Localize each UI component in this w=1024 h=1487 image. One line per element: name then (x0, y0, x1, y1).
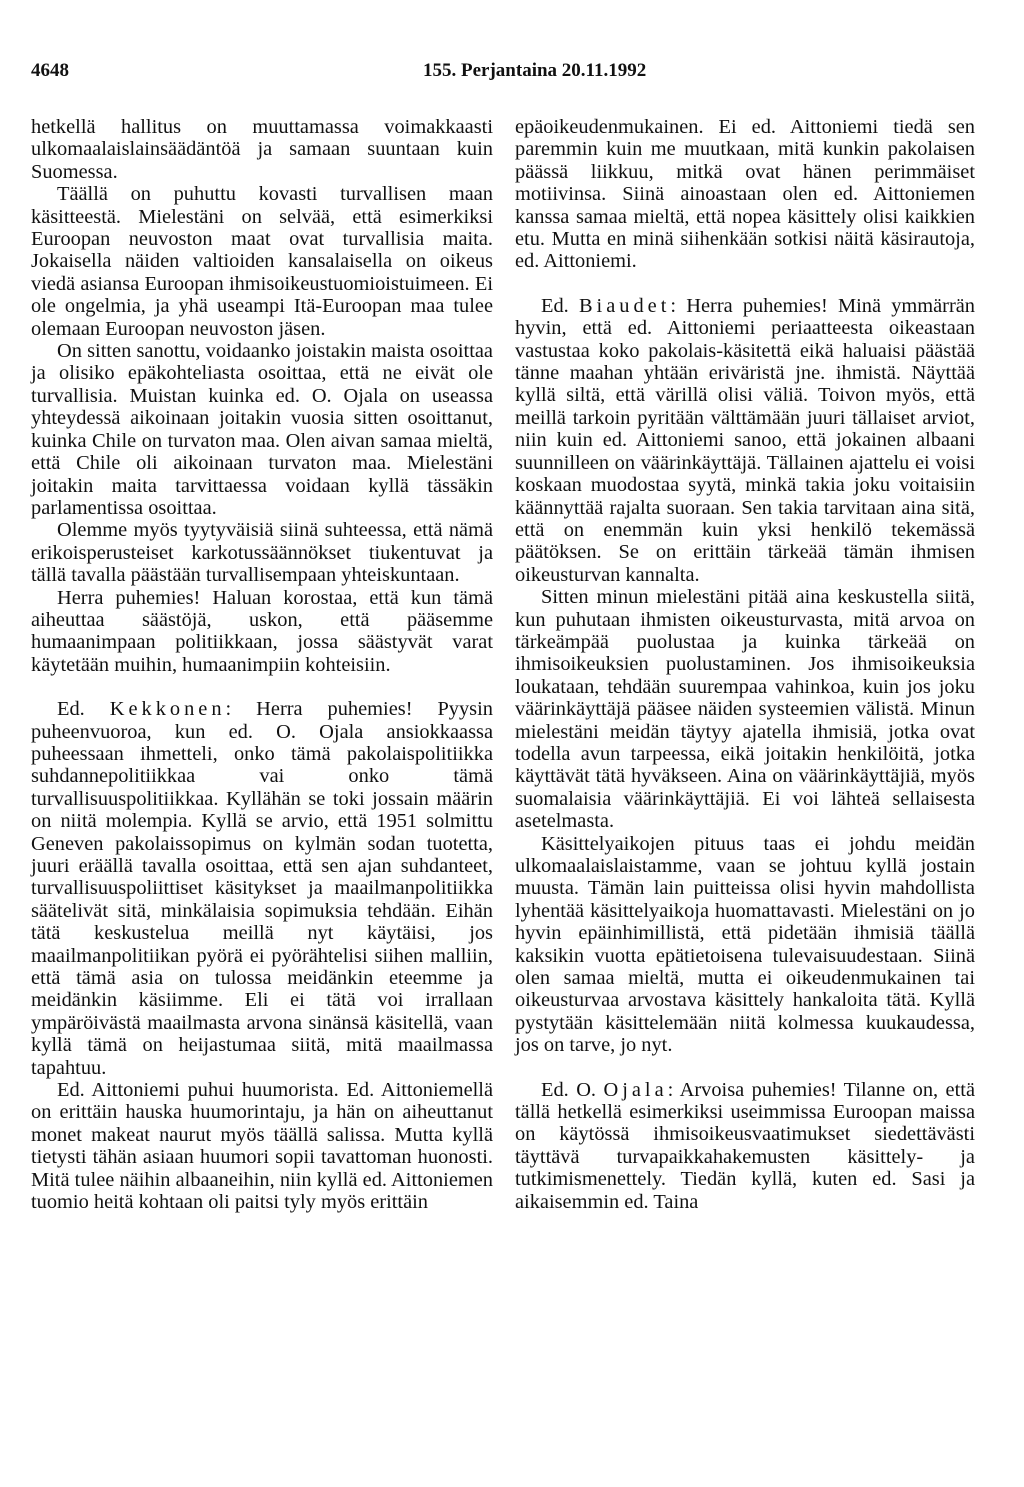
paragraph: On sitten sanottu, voidaanko joistakin maista osoittaa ja olisiko epäkohteliasta osoittaa, että ne eivät ole turvallisia. Muistan kuinka ed. O. Ojala on useassa yhteydessä aikoinaan joitakin vuosia sitten osoittanut, kuinka Chile on turvaton maa. Olen aivan samaa mieltä, että Chile oli aikoinaan turvaton maa. Mielestäni joitakin maita tarvittaessa voidaan kyllä tässäkin parlamentissa osoittaa. (31, 340, 493, 519)
speaker-name: Ojala (603, 1078, 668, 1101)
paragraph: Ed. Aittoniemi puhui huumorista. Ed. Aittoniemellä on erittäin hauska huumorintaju, ja hän on aiheuttanut monet makeat naurut myös täällä salissa. Mutta kyllä tietysti tähän asiaan huumori sopii tavattoman huonosti. Mitä tulee näihin albaaneihin, niin kyllä ed. Aittoniemen tuomio heitä kohtaan oli paitsi tyly myös erittäin (31, 1079, 493, 1214)
paragraph: Sitten minun mielestäni pitää aina keskustella siitä, kun puhutaan ihmisten oikeusturvasta, mitä arvoa on tärkeämpää puolustaa ja kuinka tärkeää on ihmisoikeuksien puolustaminen. Jos ihmisoikeuksia loukataan, tehdään suurempaa vahinkoa, kuin jos joku väärinkäyttäjä pääsee näiden systeemien välistä. Minun mielestäni meidän täytyy ajatella ihmisiä, jotka ovat todella avun tarpeessa, eikä joitakin henkilöitä, jotka käyttävät tätä hyväkseen. Aina on väärinkäyttäjiä, myös suomalaisia väärinkäyttäjiä. Ei voi lähteä sellaisesta asetelmasta. (515, 586, 975, 833)
paragraph: epäoikeudenmukainen. Ei ed. Aittoniemi tiedä sen paremmin kuin me muutkaan, mitä kunkin pakolaisen päässä liikkuu, mitkä ovat hänen perimmäiset motiivinsa. Siinä ainoastaan olen ed. Aittoniemen kanssa samaa mieltä, että nopea käsittely olisi kaikkien etu. Mutta en minä siihenkään sotkisi näitä käsirautoja, ed. Aittoniemi. (515, 116, 975, 273)
session-date: 155. Perjantaina 20.11.1992 (423, 60, 647, 81)
speech-biaudet (515, 295, 975, 586)
page-number: 4648 (31, 60, 69, 81)
speaker-prefix: Ed. (541, 294, 579, 317)
paragraph: Täällä on puhuttu kovasti turvallisen maan käsitteestä. Mielestäni on selvää, että esimerkiksi Euroopan neuvoston maat ovat turvallisia maita. Jokaisella näiden valtioiden kansalaisella on oikeus viedä asiansa Euroopan ihmisoikeustuomioistuimeen. Ei ole ongelmia, ja yhä useampi Itä-Euroopan maa tulee olemaan Euroopan neuvoston jäsen. (31, 183, 493, 340)
speech-text: : Arvoisa puhemies! Tilanne on, että tällä hetkellä esimerkiksi useimmissa Euroopan maissa on käytössä ihmisoikeusvaatimukset siedettävästi täyttävä turvapaikkahakemusten käsittely- ja tutkimismenettely. Tiedän kyllä, kuten ed. Sasi ja aikaisemmin ed. Taina (515, 1078, 975, 1213)
speech-text: : Herra puhemies! Pyysin puheenvuoroa, kun ed. O. Ojala ansiokkaassa puheessaan ihmetteli, onko tämä pakolaispolitiikka suhdannepolitiikkaa vai onko tämä turvallisuuspolitiikkaa. Kyllähän se toki jossain määrin on niitä molempia. Kyllä se arvio, että 1951 solmittu Geneven pakolaissopimus on kylmän sodan tuotetta, juuri eräällä tavalla osoittaa, että sen ajan suhdanteet, turvallisuuspoliittiset käsitykset ja maailmanpolitiikka säätelivät sitä, minkälaisia sopimuksia tehdään. Eihän tätä keskustelua meillä nyt käytäisi, jos maailmanpolitiikan pyörä ei pyörähtelisi siihen malliin, että tämä asia on tulossa meidänkin eteemme ja meidänkin käsiimme. Eli ei tätä voi irrallaan ympäröivästä maailmasta arvona sinänsä käsitellä, vaan kyllä tämä on heijastumaa siitä, mitä maailmassa tapahtuu. (31, 698, 493, 1079)
speech-ojala (515, 1079, 975, 1213)
speech-kekkonen (31, 698, 493, 1079)
paragraph: Herra puhemies! Haluan korostaa, että kun tämä aiheuttaa säästöjä, uskon, että pääsemme humaanimpaan politiikkaan, jossa säästyvät varat käytetään muihin, humaanimpiin kohteisiin. (31, 586, 493, 676)
paragraph: hetkellä hallitus on muuttamassa voimakkaasti ulkomaalaislainsäädäntöä ja samaan suuntaan kuin Suomessa. (31, 116, 493, 183)
right-column (515, 116, 975, 1213)
paragraph: Olemme myös tyytyväisiä siinä suhteessa, että nämä erikoisperusteiset karkotussäännökset tiukentuvat ja tällä tavalla päästään turvallisempaan yhteiskuntaan. (31, 519, 493, 587)
page-header (31, 60, 993, 86)
left-column (31, 116, 493, 1214)
speaker-prefix: Ed. (57, 698, 110, 721)
speaker-name: Kekkonen (109, 698, 226, 721)
paragraph: Käsittelyaikojen pituus taas ei johdu meidän ulkomaalaislaistamme, vaan se johtuu kyllä jostain muusta. Tämän lain puitteissa olisi hyvin mahdollista lyhentää käsittelyaikoja huomattavasti. Mielestäni on jo hyvin epäinhimillistä, että pidetään ihmisiä täällä kaksikin vuotta epätietoisena tulevaisuudestaan. Siinä olen samaa mieltä, mutta ei oikeudenmukainen tai oikeusturvaa arvostava käsittely hankaloita tätä. Kyllä pystytään käsittelemään niitä kolmessa kuukaudessa, jos on tarve, jo nyt. (515, 832, 975, 1057)
speaker-prefix: Ed. O. (541, 1078, 604, 1101)
speech-text: : Herra puhemies! Minä ymmärrän hyvin, että ed. Aittoniemi periaatteesta oikeastaan vastustaa koko pakolais-käsitettä eikä haluaisi päästää tänne maahan yhtään eriväristä jne. ihmistä. Näyttää kyllä siltä, että värillä olisi väliä. Toivon myös, että meillä tarkoin pyritään välttämään juuri tällaiset arviot, niin kuin ed. Aittoniemi sanoo, että jokainen albaani suunnilleen on väärinkäyttäjä. Tällainen ajattelu ei voisi koskaan muodostaa syytä, minkä takia joku voitaisiin käännyttää rajalta suoraan. Sen takia tarvitaan aina sitä, että on enemmän kuin yksi henkilö tekemässä päätöksen. Se on erittäin tärkeää tämän ihmisen oikeusturvan kannalta. (515, 294, 975, 586)
speaker-name: Biaudet (578, 294, 671, 317)
